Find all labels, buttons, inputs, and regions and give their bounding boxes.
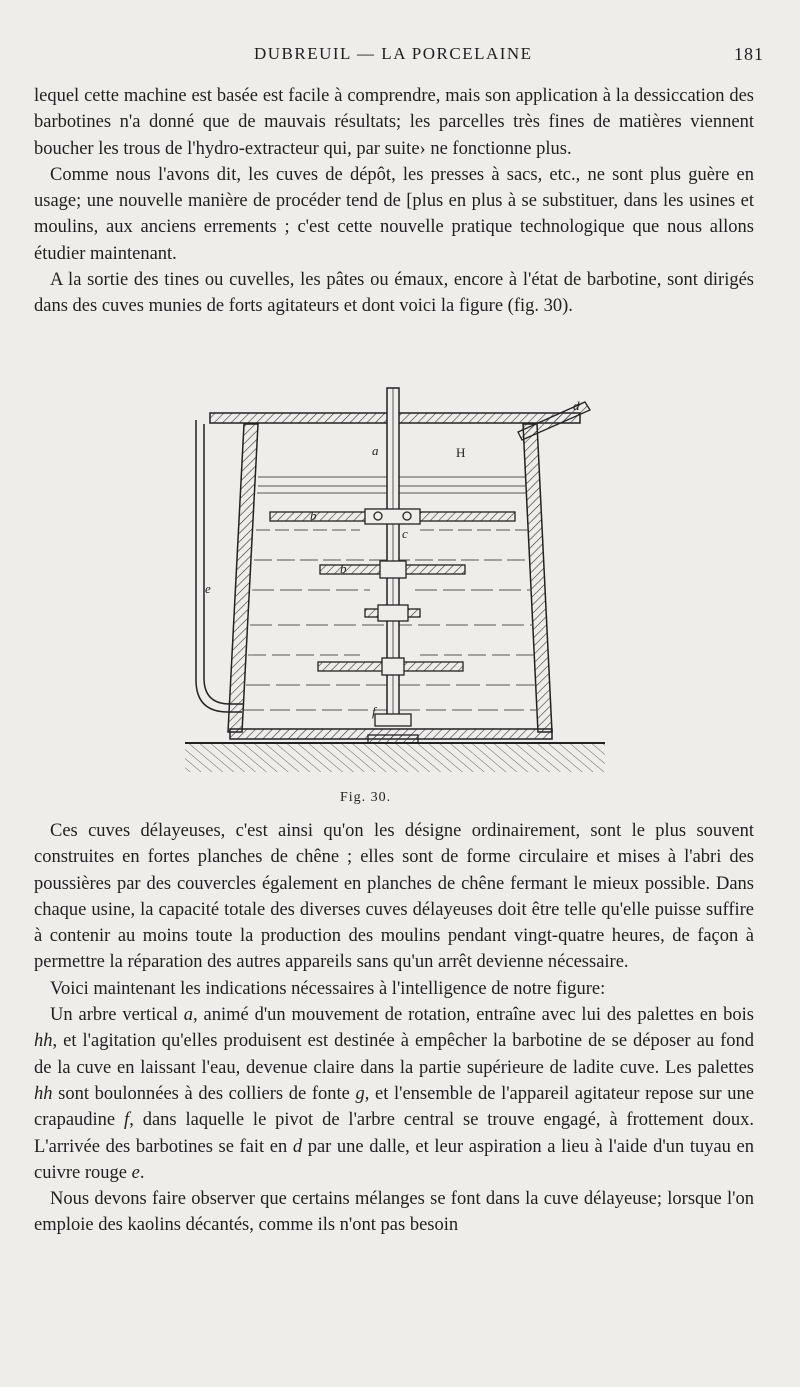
- paragraph: Comme nous l'avons dit, les cuves de dépôt, les presses à sacs, etc., ne sont plus guère en usage; une nouvelle manière de procéder tend de [plus en plus à se substituer, dans les usines et moulins, aux anciens errements ; c'est cette nouvelle pratique technologique que nous allons étudier maintenant.: [34, 164, 754, 264]
- label-f: f: [372, 704, 376, 719]
- paragraph: Un arbre vertical a, animé d'un mouvement de rotation, entraîne avec lui des palettes en bois hh, et l'agitation qu'elles produisent est destinée à empêcher la barbotine de se déposer au fond de la cuve en laissant l'eau, devenue claire dans la partie supérieure de ladite cuve. Les palettes hh sont boulonnées à des colliers de fonte g, et l'ensemble de l'appareil agitateur repose sur une crapaudine f, dans laquelle le pivot de l'arbre central se trouve engagé, à frottement doux. L'arrivée des barbotines se fait en d par une dalle, et leur aspiration a lieu à l'aide d'un tuyau en cuivre rouge e.: [34, 1005, 754, 1183]
- label-a: a: [372, 443, 379, 458]
- label-e: e: [205, 581, 211, 596]
- paragraph: Nous devons faire observer que certains mélanges se font dans la cuve délayeuse; lorsque l'on emploie des kaolins décantés, comme ils n'ont pas besoin: [34, 1189, 754, 1236]
- tank-right-wall: [523, 424, 552, 732]
- label-H: H: [456, 445, 466, 460]
- page-header: [34, 44, 764, 70]
- label-b-middle: b: [340, 561, 347, 576]
- tank-left-wall: [228, 424, 258, 732]
- text-block-top: [34, 83, 754, 320]
- label-b-top: b: [310, 508, 317, 523]
- paragraph: lequel cette machine est basée est facile à comprendre, mais son application à la dessiccation des barbotines n'a donné que de mauvais résultats; les parcelles très fines de matières viennent boucher les trous de l'hydro-extracteur qui, par suite› ne fonctionne plus.: [34, 86, 754, 159]
- running-title: DUBREUIL — LA PORCELAINE: [254, 44, 533, 63]
- ground: [185, 743, 605, 772]
- figure-caption: Fig. 30.: [340, 790, 392, 805]
- page-number: 181: [734, 44, 764, 64]
- figure-agitator-tank: [180, 380, 620, 780]
- label-d: d: [573, 398, 580, 413]
- paragraph: A la sortie des tines ou cuvelles, les pâtes ou émaux, encore à l'état de barbotine, sont dirigés dans des cuves munies de forts agitateurs et dont voici la figure (fig. 30).: [34, 270, 754, 317]
- label-c: c: [402, 526, 408, 541]
- paragraph: Voici maintenant les indications nécessaires à l'intelligence de notre figure:: [50, 978, 606, 999]
- text-block-bottom: [34, 818, 754, 1239]
- paragraph: Ces cuves délayeuses, c'est ainsi qu'on les désigne ordinairement, sont le plus souvent construites en fortes planches de chêne ; elles sont de forme circulaire et mises à l'abri des poussières par des couvercles également en planches de chêne fermant le mieux possible. Dans chaque usine, la capacité totale des diverses cuves délayeuses doit être telle qu'elle puisse suffire à contenir au moins toute la production des moulins pendant vingt-quatre heures, de façon à permettre la réparation des autres appareils sans qu'un arrêt devienne nécessaire.: [34, 821, 754, 973]
